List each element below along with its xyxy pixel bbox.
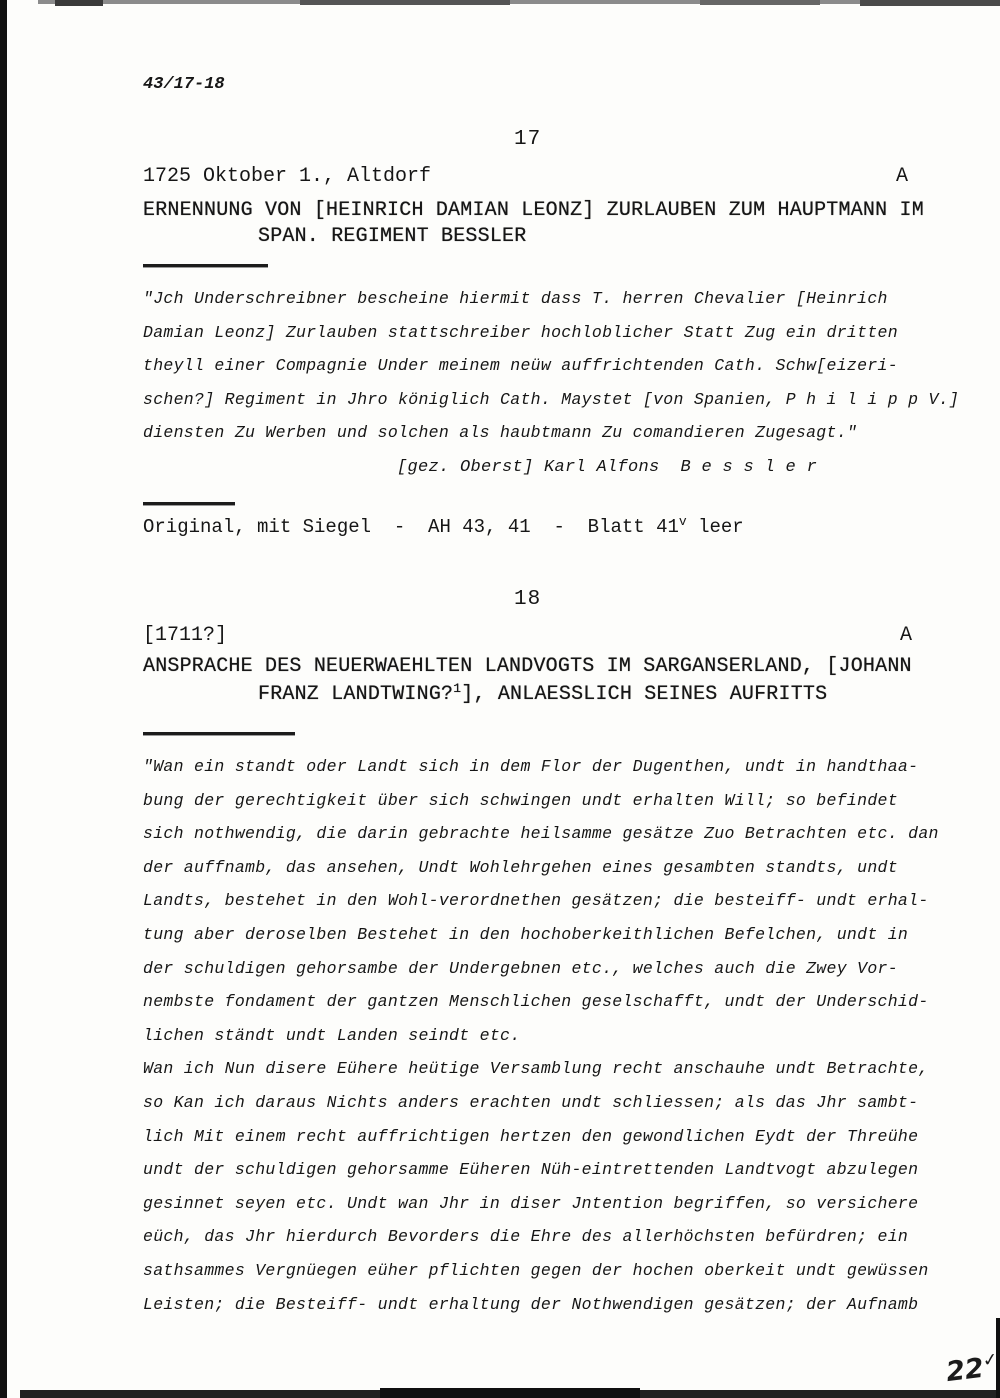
quote-line: Damian Leonz] Zurlauben stattschreiber hochloblicher Statt Zug ein dritten <box>143 322 898 342</box>
entry-18-marginal-letter: A <box>900 624 913 647</box>
quote-line: "Jch Underschreibner bescheine hiermit dass T. herren Chevalier [Heinrich <box>143 289 888 308</box>
archive-reference: 43/17-18 <box>143 75 225 94</box>
entry-18-quote <box>143 750 939 1321</box>
entry-17-title-line1: ERNENNUNG VON [HEINRICH DAMIAN LEONZ] ZURLAUBEN ZUM HAUPTMANN IM <box>143 199 924 222</box>
entry-17-source-line <box>143 514 744 538</box>
quote-line: Leisten; die Besteiff- undt erhaltung der Nothwendigen gesätzen; der Aufnamb <box>143 1294 919 1314</box>
quote-line: gesinnet seyen etc. Undt wan Jhr in diser Jntention begriffen, so versichere <box>143 1193 919 1213</box>
scan-left-edge <box>0 0 7 1398</box>
scan-bottom-edge-dark <box>380 1388 640 1398</box>
quote-line: sich nothwendig, die darin gebrachte heilsamme gesätze Zuo Betrachten etc. dan <box>143 824 939 844</box>
source-superscript: v <box>678 514 687 529</box>
scan-top-edge <box>38 0 1000 4</box>
title-text: FRANZ LANDTWING? <box>258 683 454 706</box>
quote-line: lichen ständt undt Landen seindt etc. <box>143 1025 521 1045</box>
entry-17-source-divider <box>143 502 235 505</box>
quote-line: der schuldigen gehorsambe der Undergebnen etc., welches auch die Zwey Vor- <box>143 958 898 978</box>
entry-17-divider <box>143 264 268 267</box>
quote-line: schen?] Regiment in Jhro königlich Cath. Maystet [von Spanien, P h i l i p p V.] <box>143 389 960 409</box>
entry-18-divider <box>143 732 295 735</box>
scan-top-edge-dark-4 <box>860 0 1000 6</box>
quote-line: theyll einer Compagnie Under meinem neüw auffrichtenden Cath. Schw[eizeri- <box>143 356 898 376</box>
title-superscript: 1 <box>453 681 462 696</box>
scan-top-edge-dark-3 <box>700 0 820 5</box>
entry-17-signature: [gez. Oberst] Karl Alfons B e s s l e r <box>397 458 818 477</box>
quote-line: nembste fondament der gantzen Menschlichen geselschafft, undt der Underschid- <box>143 992 929 1012</box>
entry-17-number: 17 <box>514 128 542 151</box>
entry-18-title-line2 <box>258 681 827 706</box>
checkmark-icon: ✓ <box>981 1348 1000 1372</box>
quote-line: so Kan ich daraus Nichts anders erachten undt schliessen; als das Jhr sambt- <box>143 1092 919 1112</box>
quote-line: sathsammes Vergnüegen eüher pflichten gegen der hochen oberkeit undt gewüssen <box>143 1260 929 1280</box>
source-text: Original, mit Siegel - AH 43, 41 - Blatt 41 <box>143 516 679 538</box>
scan-top-edge-dark-1 <box>55 0 103 6</box>
quote-line: der auffnamb, das ansehen, Undt Wohlehrgehen eines gesambten standts, undt <box>143 857 898 877</box>
quote-line: diensten Zu Werben und solchen als haubtmann Zu comandieren Zugesagt." <box>143 423 858 443</box>
quote-line: tung aber deroselben Bestehet in den hochoberkeithlichen Befelchen, undt in <box>143 924 909 944</box>
quote-line: lich Mit einem recht auffrichtigen hertzen den gewondlichen Eydt der Threühe <box>143 1126 919 1146</box>
entry-18-title-line1: ANSPRACHE DES NEUERWAEHLTEN LANDVOGTS IM SARGANSERLAND, [JOHANN <box>143 655 912 678</box>
handwritten-page-note <box>944 1349 1000 1388</box>
entry-17-dateline: 1725 Oktober 1., Altdorf <box>143 165 432 188</box>
quote-line: "Wan ein standt oder Landt sich in dem Flor der Dugenthen, undt in handthaa- <box>143 757 919 776</box>
entry-17-title-line2: SPAN. REGIMENT BESSLER <box>258 225 527 248</box>
entry-18-dateline: [1711?] <box>143 624 228 647</box>
entry-17-marginal-letter: A <box>896 165 909 188</box>
quote-line: undt der schuldigen gehorsamme Eüheren Nüh-eintrettenden Landtvogt abzulegen <box>143 1160 919 1180</box>
quote-line: bung der gerechtigkeit über sich schwingen undt erhalten Will; so befindet <box>143 790 898 810</box>
handwritten-number: 22 <box>944 1352 986 1389</box>
quote-line: eüch, das Jhr hierdurch Bevorders die Ehre des allerhöchsten befürdren; ein <box>143 1227 909 1247</box>
source-text-suffix: leer <box>686 516 744 538</box>
scan-top-edge-dark-2 <box>300 0 510 5</box>
entry-18-number: 18 <box>514 588 542 611</box>
quote-line: Landts, bestehet in den Wohl-verordnethen gesätzen; die besteiff- undt erhal- <box>143 891 929 911</box>
quote-line: Wan ich Nun disere Eühere heütige Versamblung recht anschauhe undt Betrachte, <box>143 1059 929 1079</box>
title-text-post: ], ANLAESSLICH SEINES AUFRITTS <box>461 683 828 706</box>
entry-17-quote <box>143 282 959 450</box>
